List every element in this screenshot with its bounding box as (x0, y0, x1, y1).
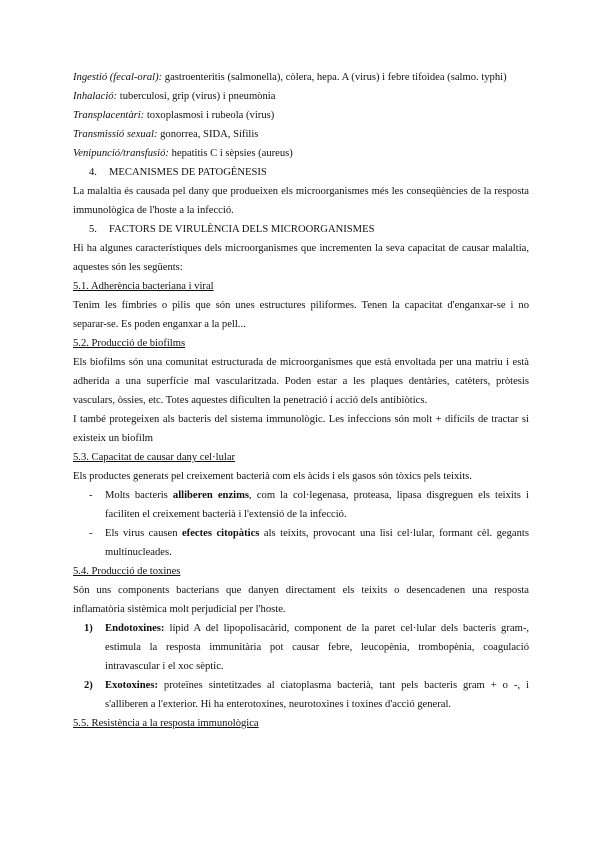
section-title: MECANISMES DE PATOGÈNESIS (109, 167, 267, 178)
section-4-heading (73, 163, 529, 182)
list-item: - Els virus causen efectes citopàtics als teixits, provocant una lisi cel·lular, formant cèl. gegants multinucleades. (73, 524, 529, 562)
section-5-paragraph: Hi ha algunes característiques dels microorganismes que incrementen la seva capacitat de causar malaltia, aquestes són les següents: (73, 243, 529, 273)
list-item: 1) Endotoxines: lípid A del lipopolisacàrid, component de la paret cel·lular dels bacteris gram-, estimula la resposta immunitària pot causar febre, leucopènia, trombopènia, coagulació intravascular i el xoc sèptic. (73, 619, 529, 676)
transmission-sexual (73, 125, 529, 144)
subsection-5-4-heading: 5.4. Producció de toxines (73, 566, 181, 577)
emphasis: efectes citopàtics (181, 528, 260, 539)
list-item: - Molts bacteris alliberen enzims, com la col·legenasa, proteasa, lipasa disgreguen els teixits i faciliten el creixement bacterià i l'extensió de la infecció. (73, 486, 529, 524)
subsection-5-2-heading: 5.2. Producció de biofilms (73, 338, 186, 349)
route-label: Transplacentàri: (73, 110, 145, 121)
section-number: 5. (89, 224, 97, 235)
route-label: Transmissió sexual: (73, 129, 158, 140)
transmission-transplacental (73, 106, 529, 125)
route-text: tuberculosi, grip (virus) i pneumònia (117, 91, 276, 102)
route-text: gonorrea, SIDA, Sífilis (157, 129, 259, 140)
route-text: gastroenteritis (salmonella), còlera, hepa. A (virus) i febre tifoidea (salmo. typhi) (162, 72, 507, 83)
list-number: 1) (84, 623, 93, 634)
list-item: 2) Exotoxines: proteïnes sintetitzades al ciatoplasma bacterià, tant pels bacteris gram + o -, i s'alliberen a l'exterior. Hi ha enterotoxines, neurotoxines i toxines d'acció general. (73, 676, 529, 714)
document-body (73, 68, 529, 733)
section-4-paragraph: La malaltia és causada pel dany que produeixen els microorganismes més les conseqüències de la resposta immunològica de l'hoste a la infecció. (73, 186, 529, 216)
transmission-venipuncture (73, 144, 529, 163)
subsection-5-1-heading: 5.1. Adherència bacteriana i viral (73, 281, 214, 292)
subsection-5-2-paragraph: Els biofilms són una comunitat estructurada de microorganismes que està envoltada per una matriu i està adherida a una superfície mal vascularitzada. Poden estar a les plaques dentàries, catèters, pròtesis vasculars, òssies, etc. Totes aquestes dificulten la penetració i acció dels antibiòtics. (73, 357, 529, 406)
subsection-5-5-heading: 5.5. Resistència a la resposta immunològica (73, 718, 259, 729)
route-label: Inhalació: (73, 91, 118, 102)
section-5-heading (73, 220, 529, 239)
subsection-5-4-paragraph: Són uns components bacterians que danyen directament els teixits o desencadenen una resposta inflamatòria sistèmica molt perjudicial per l'hoste. (73, 585, 529, 615)
subsection-5-2-paragraph-2: I també protegeixen als bacteris del sistema immunològic. Les infeccions són molt + difícils de tractar si existeix un biofilm (73, 414, 529, 444)
damage-list (73, 486, 529, 562)
transmission-inhalation (73, 87, 529, 106)
emphasis: Exotoxines: (105, 680, 158, 691)
route-text: toxoplasmosi i rubeola (virus) (144, 110, 275, 121)
subsection-5-1-paragraph: Tenim les fímbries o pilis que són unes estructures piliformes. Tenen la capacitat d'enganxar-se i no separar-se. Es poden enganxar a la pell... (73, 300, 529, 330)
emphasis: alliberen enzims (172, 490, 250, 501)
transmission-ingestion (73, 68, 529, 87)
subsection-5-3-heading: 5.3. Capacitat de causar dany cel·lular (73, 452, 236, 463)
emphasis: Endotoxines: (105, 623, 165, 634)
section-title: FACTORS DE VIRULÈNCIA DELS MICROORGANISMES (109, 224, 375, 235)
route-text: hepatitis C i sèpsies (aureus) (168, 148, 293, 159)
subsection-5-3-paragraph: Els productes generats pel creixement bacterià com els àcids i els gasos són tòxics pels teixits. (73, 471, 472, 482)
route-label: Ingestió (fecal-oral): (73, 72, 163, 83)
toxin-list (73, 619, 529, 714)
list-number: 2) (84, 680, 93, 691)
section-number: 4. (89, 167, 97, 178)
route-label: Venipunció/transfusió: (73, 148, 169, 159)
